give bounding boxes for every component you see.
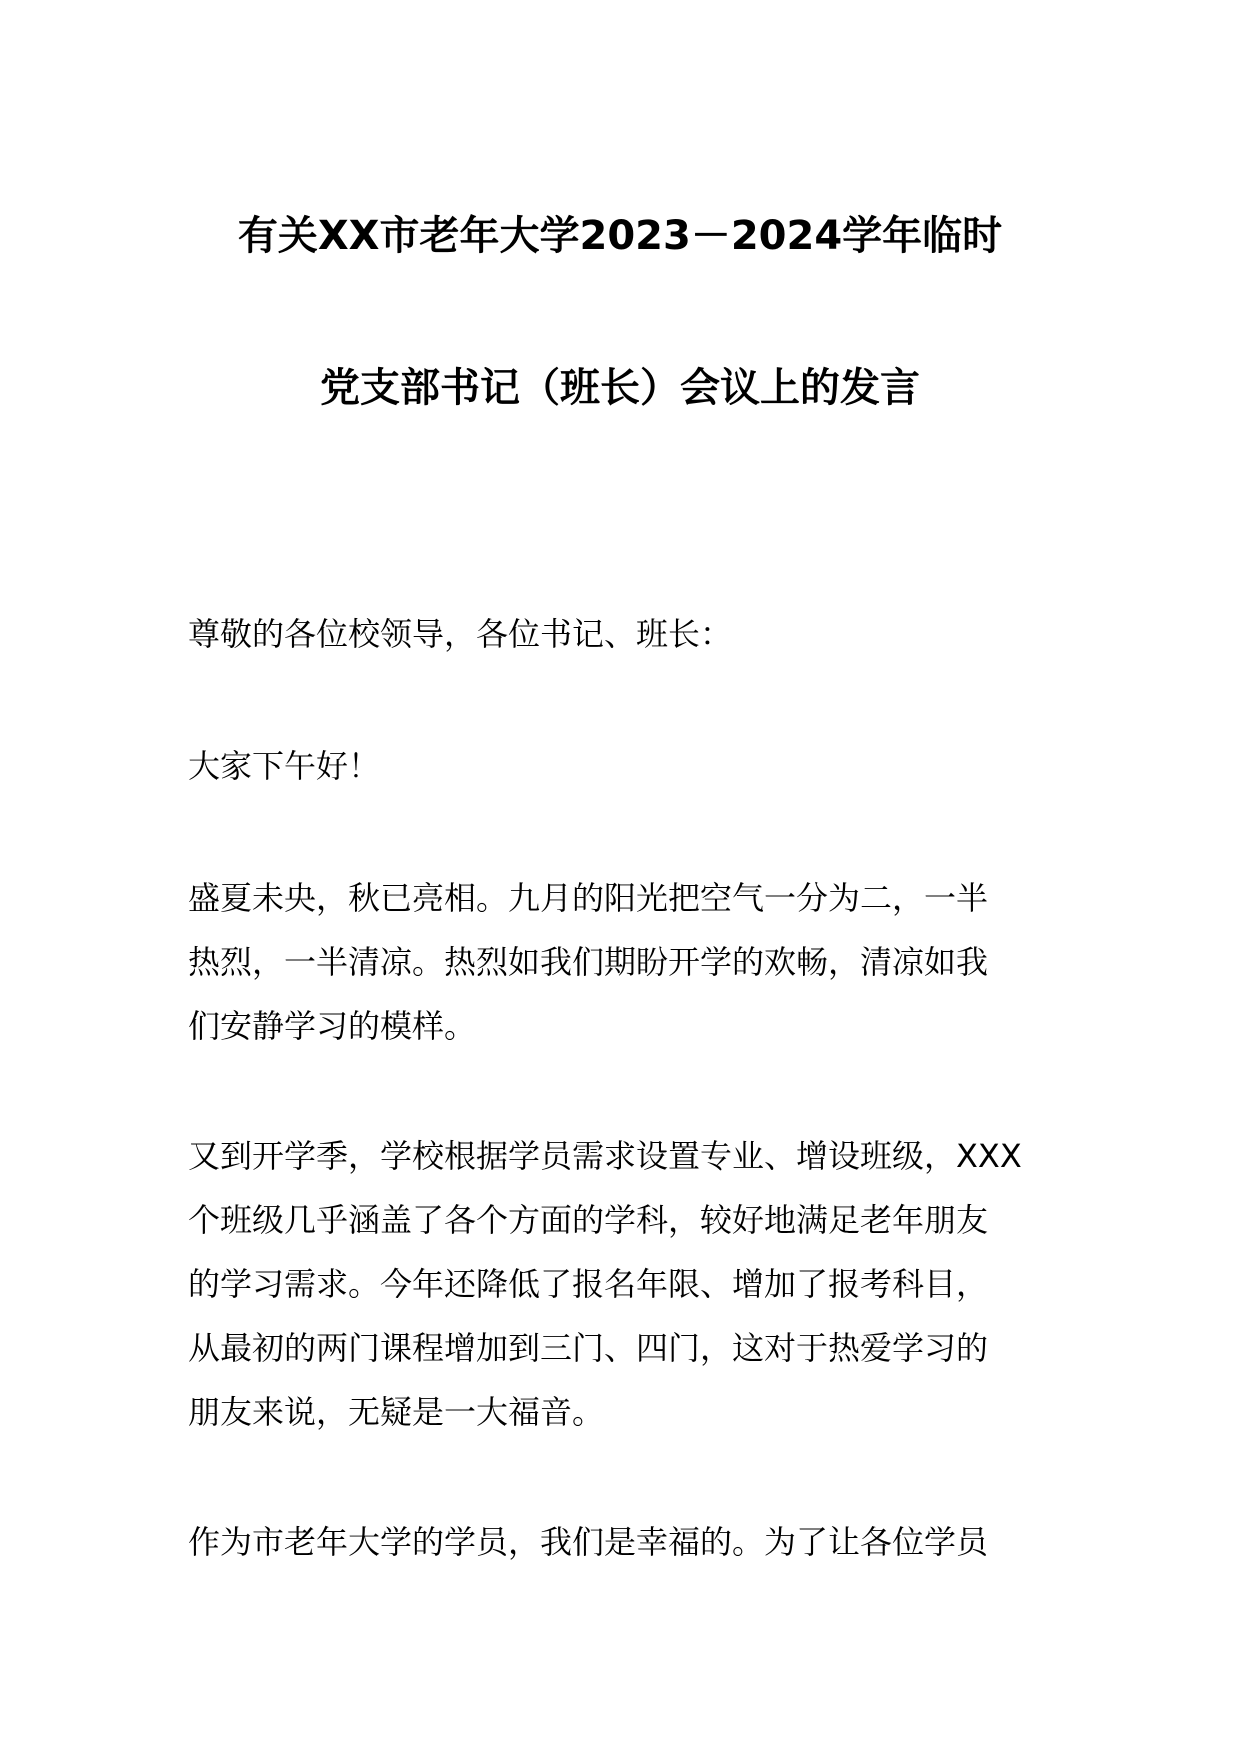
paragraph-2-line-2: 个班级几乎涵盖了各个方面的学科，较好地满足老年朋友 xyxy=(188,1201,989,1239)
paragraph-3-line-1: 作为市老年大学的学员，我们是幸福的。为了让各位学员 xyxy=(188,1523,989,1561)
paragraph-1-line-3: 们安静学习的模样。 xyxy=(188,1007,477,1045)
paragraph-1-line-2: 热烈，一半清凉。热烈如我们期盼开学的欢畅，清凉如我 xyxy=(188,943,989,981)
document-title-line-2: 党支部书记（班长）会议上的发言 xyxy=(320,365,920,411)
paragraph-2-line-4: 从最初的两门课程增加到三门、四门，这对于热爱学习的 xyxy=(188,1329,989,1367)
paragraph-2-line-3: 的学习需求。今年还降低了报名年限、增加了报考科目， xyxy=(188,1265,989,1303)
paragraph-2-line-1: 又到开学季，学校根据学员需求设置专业、增设班级，XXX xyxy=(188,1137,1022,1175)
salutation: 尊敬的各位校领导，各位书记、班长： xyxy=(188,615,733,653)
greeting: 大家下午好！ xyxy=(188,747,381,785)
document-title-line-1: 有关XX市老年大学2023－2024学年临时 xyxy=(237,213,1003,259)
paragraph-2-line-5: 朋友来说，无疑是一大福音。 xyxy=(188,1393,605,1431)
paragraph-1-line-1: 盛夏未央，秋已亮相。九月的阳光把空气一分为二，一半 xyxy=(188,879,989,917)
